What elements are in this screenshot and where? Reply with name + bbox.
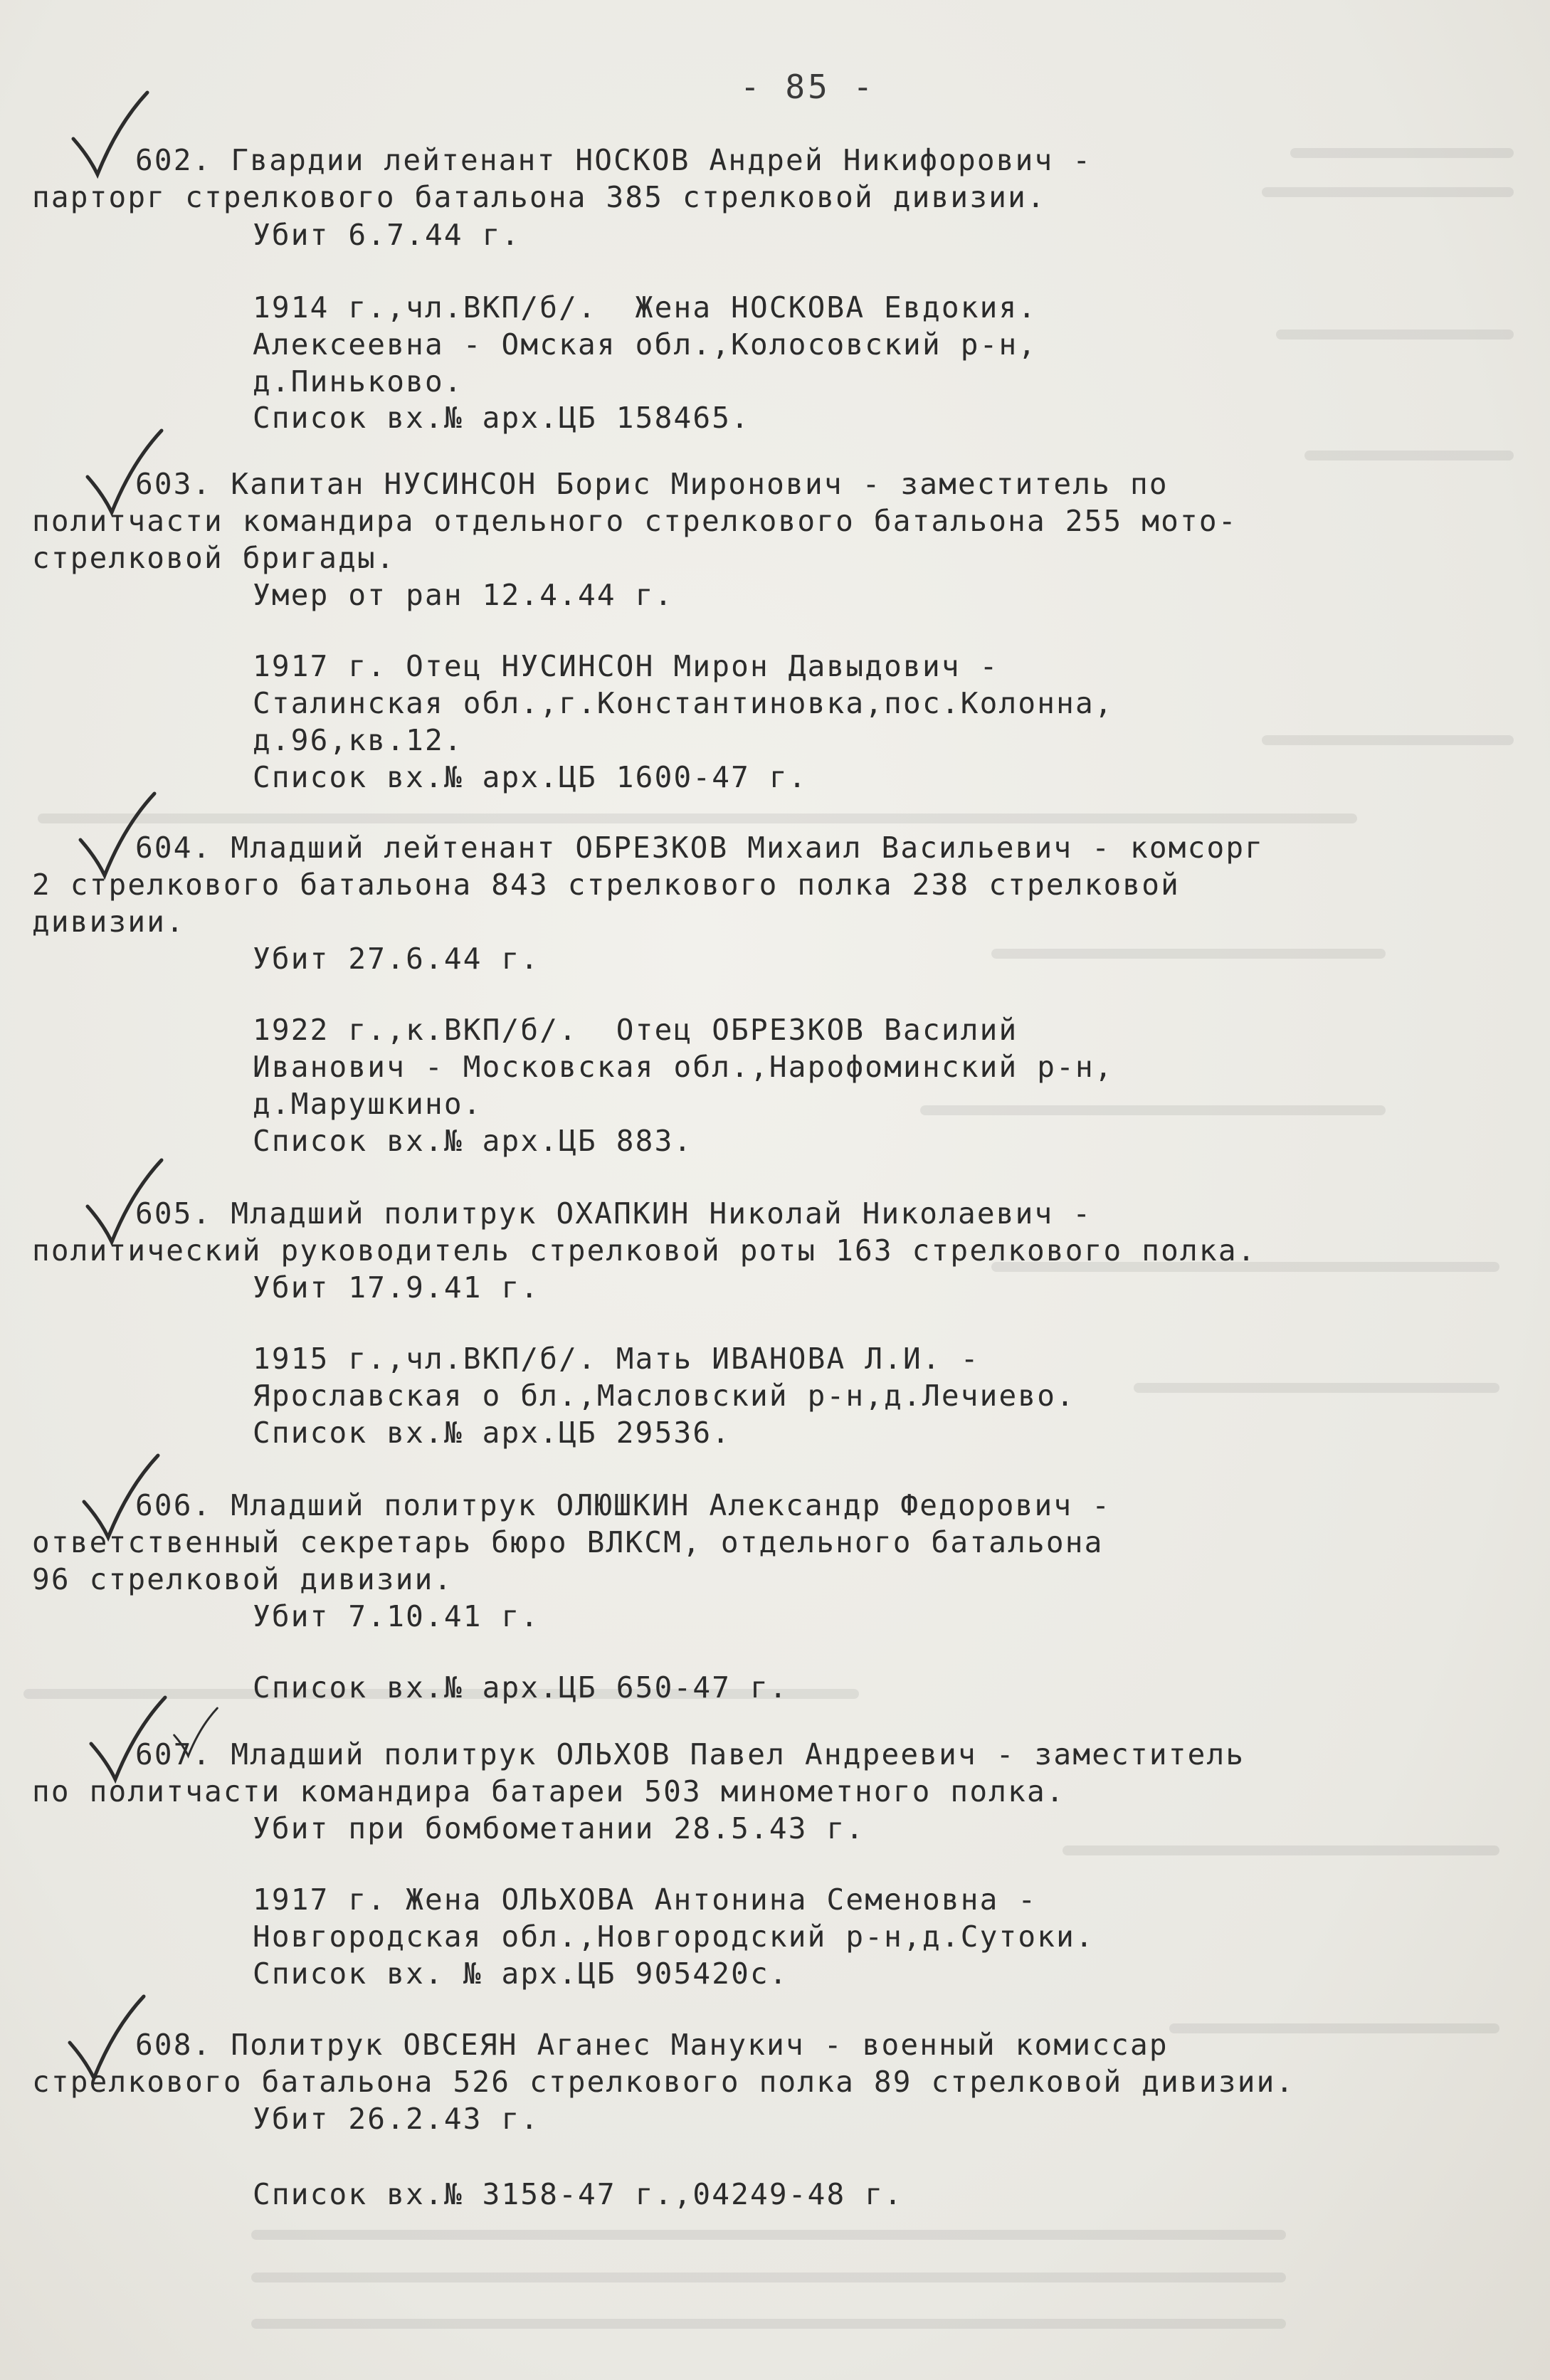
page-number: - 85 - (740, 68, 876, 106)
entry-text-line: парторг стрелкового батальона 385 стрелковой дивизии. (32, 180, 1046, 214)
entry-death-date: Убит 26.2.43 г. (253, 2102, 540, 2136)
entry-death-date: Убит при бомбометании 28.5.43 г. (253, 1811, 865, 1845)
entry-archive-ref: Список вх.№ 3158-47 г.,04249-48 г. (253, 2177, 904, 2211)
entry-archive-ref: Список вх.№ арх.ЦБ 650-47 г. (253, 1670, 789, 1705)
entry-archive-ref: Список вх.№ арх.ЦБ 158465. (253, 401, 750, 435)
entry-archive-ref: Список вх.№ арх.ЦБ 29536. (253, 1416, 732, 1450)
entry-heading: 608. Политрук ОВСЕЯН Аганес Манукич - военный комиссар (135, 2028, 1169, 2062)
entry-text-line: Иванович - Московская обл.,Нарофоминский р-н, (253, 1050, 1114, 1084)
entry-text-line: 2 стрелкового батальона 843 стрелкового полка 238 стрелковой (32, 868, 1181, 902)
entry-text-line: стрелкового батальона 526 стрелкового полка 89 стрелковой дивизии. (32, 2065, 1295, 2099)
entry-archive-ref: Список вх. № арх.ЦБ 905420с. (253, 1957, 789, 1991)
entry-text-line: политчасти командира отдельного стрелкового батальона 255 мото- (32, 504, 1238, 538)
entry-text-line: дивизии. (32, 905, 186, 939)
entry-heading: 603. Капитан НУСИНСОН Борис Миронович - заместитель по (135, 467, 1169, 501)
entry-text-line: 1915 г.,чл.ВКП/б/. Мать ИВАНОВА Л.И. - (253, 1342, 980, 1376)
entry-text-line: Ярославская о бл.,Масловский р-н,д.Лечиево. (253, 1379, 1076, 1413)
entry-text-line: д.96,кв.12. (253, 723, 463, 757)
entry-heading: 605. Младший политрук ОХАПКИН Николай Николаевич - (135, 1196, 1092, 1231)
entry-text-line: д.Марушкино. (253, 1087, 483, 1121)
entry-text-line: политический руководитель стрелковой роты 163 стрелкового полка. (32, 1233, 1257, 1268)
entry-text-line: 1917 г. Отец НУСИНСОН Мирон Давыдович - (253, 649, 999, 683)
entry-text-line: 1922 г.,к.ВКП/б/. Отец ОБРЕЗКОВ Василий (253, 1013, 1018, 1047)
entry-text-line: стрелковой бригады. (32, 541, 396, 575)
entry-text-line: Алексеевна - Омская обл.,Колосовский р-н, (253, 327, 1038, 362)
entry-text-line: 1914 г.,чл.ВКП/б/. Жена НОСКОВА Евдокия. (253, 290, 1038, 325)
entry-text-line: 96 стрелковой дивизии. (32, 1562, 453, 1596)
entry-death-date: Умер от ран 12.4.44 г. (253, 578, 674, 612)
entry-text-line: 1917 г. Жена ОЛЬХОВА Антонина Семеновна - (253, 1883, 1038, 1917)
entry-heading: 604. Младший лейтенант ОБРЕЗКОВ Михаил Васильевич - комсорг (135, 831, 1265, 865)
entry-death-date: Убит 27.6.44 г. (253, 942, 540, 976)
entry-heading: 602. Гвардии лейтенант НОСКОВ Андрей Никифорович - (135, 143, 1092, 177)
entry-heading: 606. Младший политрук ОЛЮШКИН Александр Федорович - (135, 1488, 1112, 1522)
entry-archive-ref: Список вх.№ арх.ЦБ 883. (253, 1124, 693, 1158)
entry-text-line: ответственный секретарь бюро ВЛКСМ, отдельного батальона (32, 1525, 1104, 1559)
entry-heading: 607. Младший политрук ОЛЬХОВ Павел Андреевич - заместитель (135, 1737, 1245, 1771)
entry-death-date: Убит 6.7.44 г. (253, 218, 521, 252)
entry-text-line: Сталинская обл.,г.Константиновка,пос.Колонна, (253, 686, 1114, 720)
entry-text-line: Новгородская обл.,Новгородский р-н,д.Сутоки. (253, 1920, 1095, 1954)
entry-death-date: Убит 17.9.41 г. (253, 1270, 540, 1305)
entry-death-date: Убит 7.10.41 г. (253, 1599, 540, 1633)
entry-text-line: д.Пиньково. (253, 364, 463, 399)
entry-archive-ref: Список вх.№ арх.ЦБ 1600-47 г. (253, 760, 808, 794)
entry-text-line: по политчасти командира батареи 503 минометного полка. (32, 1774, 1065, 1808)
